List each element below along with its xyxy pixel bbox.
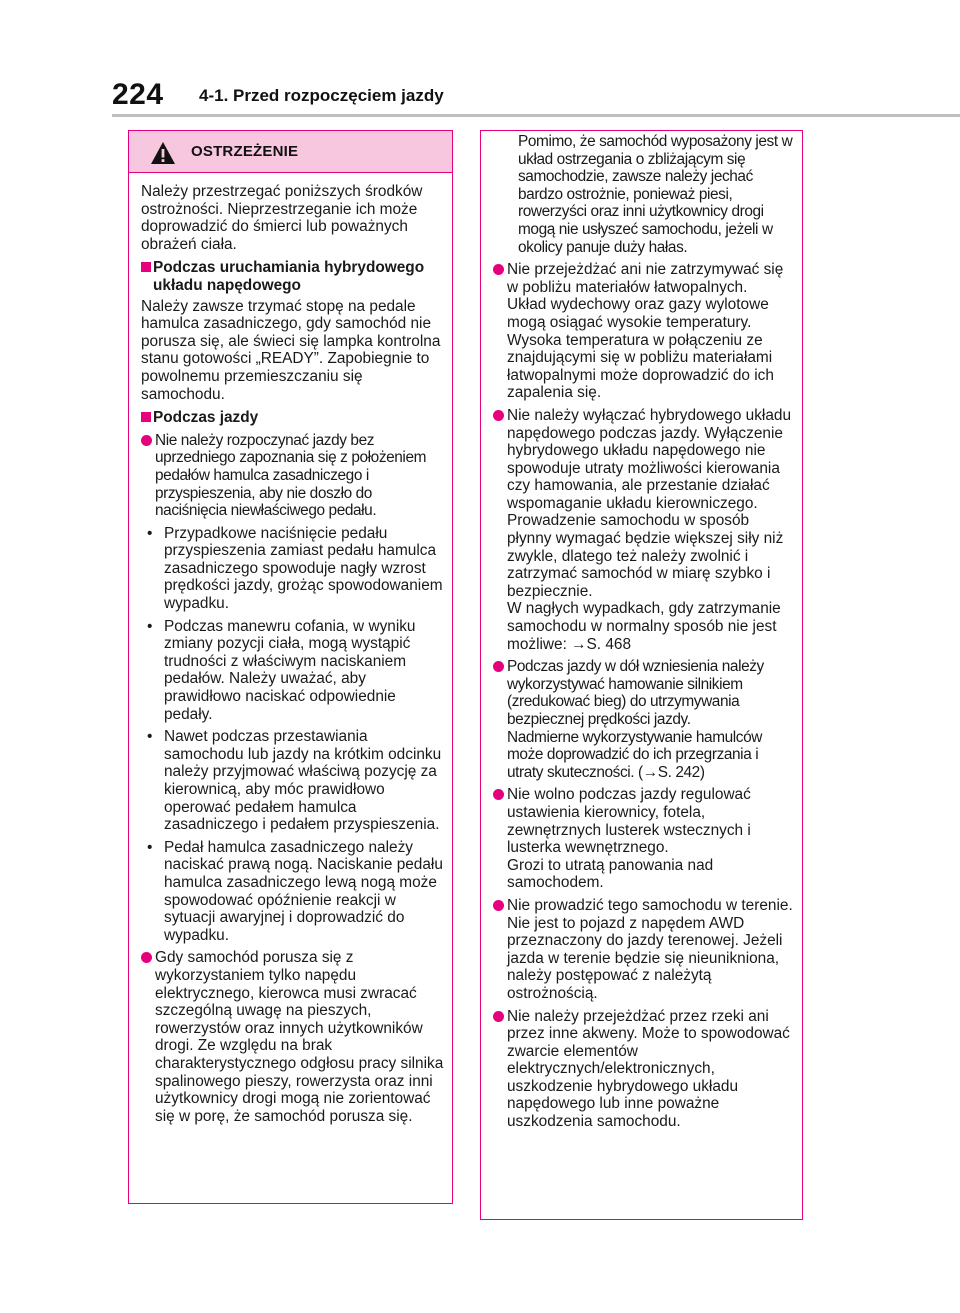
warning-header	[129, 131, 452, 173]
list-item: Nie należy wyłączać hybrydowego układu napędowego podczas jazdy. Wyłączenie hybrydowego układu napędowego nie spowoduje utraty możliwości kierowania czy hamowania, ale przestanie działać wspomaganie układu kierowniczego. Prowadzenie samochodu w sposób płynny wymagać będzie większej siły niż zwykle, dlatego też należy zwolnić i zatrzymać samochód w miarę szybko i bezpiecznie. W nagłych wypadkach, gdy zatrzymanie samochodu w normalny sposób nie jest możliwe: →S. 468	[493, 407, 794, 653]
warning-title: OSTRZEŻENIE	[191, 143, 299, 160]
list-item-detail: W nagłych wypadkach, gdy zatrzymanie samochodu w normalny sposób nie jest możliwe: →S. 468	[507, 600, 781, 653]
subheading-driving: Podczas jazdy	[141, 409, 444, 427]
list-item-detail: Nadmierne wykorzystywanie hamulców może doprowadzić do ich przegrzania i utraty skuteczności. (→S. 242)	[507, 728, 762, 781]
dot-bullet-icon: •	[147, 838, 153, 856]
circle-bullet-icon	[493, 264, 504, 275]
warning-content-continued	[493, 133, 794, 1131]
paragraph-hybrid-start: Należy zawsze trzymać stopę na pedale hamulca zasadniczego, gdy samochód nie porusza się, ale świeci się lampka kontrolna stanu gotowości „READY”. Zapobiegnie to powolnemu przemieszczaniu się samochodu.	[141, 297, 441, 403]
continuation-paragraph: Pomimo, że samochód wyposażony jest w układ ostrzegania o zbliżającym się samochodzie, zawsze należy jechać bardzo ostrożnie, ponieważ piesi, rowerzyści oraz inni użytkownicy drogi mogą nie usłyszeć samochodu, jeżeli w okolicy panuje duży hałas.	[518, 133, 793, 256]
sub-list-item: • Pedał hamulca zasadniczego należy naciskać prawą nogą. Naciskanie pedału hamulca zasadniczego lewą nogą może spowodować opóźnienie reakcji w sytuacji awaryjnej i doprowadzić do wypadku.	[147, 838, 443, 944]
list-item: Nie wolno podczas jazdy regulować ustawienia kierownicy, fotela, zewnętrznych lusterek wstecznych i lusterka wewnętrznego. Grozi to utratą panowania nad samochodem.	[493, 786, 794, 892]
list-item: Podczas jazdy w dół wzniesienia należy wykorzystywać hamowanie silnikiem (zredukować bieg) do utrzymywania bezpiecznej prędkości jazdy. Nadmierne wykorzystywanie hamulców może doprowadzić do ich przegrzania i utraty skuteczności. (→S. 242)	[493, 658, 794, 781]
section-title: 4-1. Przed rozpoczęciem jazdy	[199, 86, 444, 105]
circle-bullet-icon	[493, 410, 504, 421]
warning-intro: Należy przestrzegać poniższych środków ostrożności. Nieprzestrzeganie ich może doprowadzić do śmierci lub poważnych obrażeń ciała.	[141, 183, 423, 253]
list-item: Nie należy przejeżdżać przez rzeki ani przez inne akweny. Może to spowodować zwarcie elementów elektrycznych/elektronicznych, uszkodzenie hybrydowego układu napędowego lub inne poważne uszkodzenia samochodu.	[493, 1008, 794, 1131]
warning-box-left	[128, 130, 453, 1204]
sub-list-item: • Podczas manewru cofania, w wyniku zmiany pozycji ciała, mogą wystąpić trudności z właściwym naciskaniem pedałów. Należy uważać, aby prawidłowo naciskać odpowiednie pedały.	[147, 617, 416, 723]
warning-box-right	[480, 130, 803, 1220]
sub-list-item: • Nawet podczas przestawiania samochodu lub jazdy na krótkim odcinku należy przyjmować właściwą pozycję za kierownicą, aby móc prawidłowo operować pedałem hamulca zasadniczego i pedałem przyspieszenia.	[147, 728, 442, 834]
page-number: 224	[112, 78, 164, 111]
list-item: Nie należy rozpoczynać jazdy bez uprzedniego zapoznania się z położeniem pedałów hamulca zasadniczego i przyspieszenia, aby nie doszło do naciśnięcia niewłaściwego pedału.	[141, 432, 444, 520]
circle-bullet-icon	[141, 435, 152, 446]
sub-list-item: • Przypadkowe naciśnięcie pedału przyspieszenia zamiast pedału hamulca zasadniczego spowoduje nagły wzrost prędkości jazdy, grożąc spowodowaniem wypadku.	[147, 524, 443, 613]
dot-bullet-icon: •	[147, 524, 153, 542]
dot-bullet-icon: •	[147, 728, 153, 746]
circle-bullet-icon	[493, 661, 504, 672]
circle-bullet-icon	[141, 952, 152, 963]
square-bullet-icon	[141, 412, 151, 422]
square-bullet-icon	[141, 262, 151, 272]
circle-bullet-icon	[493, 789, 504, 800]
warning-content	[141, 183, 444, 1125]
circle-bullet-icon	[493, 1011, 504, 1022]
page-header	[0, 0, 960, 118]
list-item: Nie prowadzić tego samochodu w terenie. Nie jest to pojazd z napędem AWD przeznaczony do jazdy terenowej. Jeżeli jazda w terenie będzie się nieunikniona, należy postępować z należytą ostrożnością.	[493, 897, 794, 1003]
circle-bullet-icon	[493, 900, 504, 911]
subheading-hybrid-start: Podczas uruchamiania hybrydowego układu napędowego	[141, 259, 444, 294]
header-divider	[112, 114, 960, 117]
dot-bullet-icon: •	[147, 617, 153, 635]
list-item-detail: Układ wydechowy oraz gazy wylotowe mogą osiągać wysokie temperatury. Wysoka temperatura w połączeniu ze znajdującymi się w pobliżu materiałami łatwopalnymi może doprowadzić do ich zapalenia się.	[507, 296, 774, 402]
list-item: Gdy samochód porusza się z wykorzystaniem tylko napędu elektrycznego, kierowca musi zwracać szczególną uwagę na pieszych, rowerzystów oraz innych użytkowników drogi. Ze względu na brak charakterystycznego odgłosu pracy silnika spalinowego pieszy, rowerzysta oraz inni użytkownicy drogi mogą nie zorientować się w porę, że samochód porusza się.	[141, 949, 444, 1125]
list-item: Nie przejeżdżać ani nie zatrzymywać się w pobliżu materiałów łatwopalnych. Układ wydechowy oraz gazy wylotowe mogą osiągać wysokie temperatury. Wysoka temperatura w połączeniu ze znajdującymi się w pobliżu materiałami łatwopalnymi może doprowadzić do ich zapalenia się.	[493, 261, 794, 402]
list-item-detail: Grozi to utratą panowania nad samochodem.	[507, 856, 714, 892]
warning-triangle-icon	[150, 141, 176, 165]
